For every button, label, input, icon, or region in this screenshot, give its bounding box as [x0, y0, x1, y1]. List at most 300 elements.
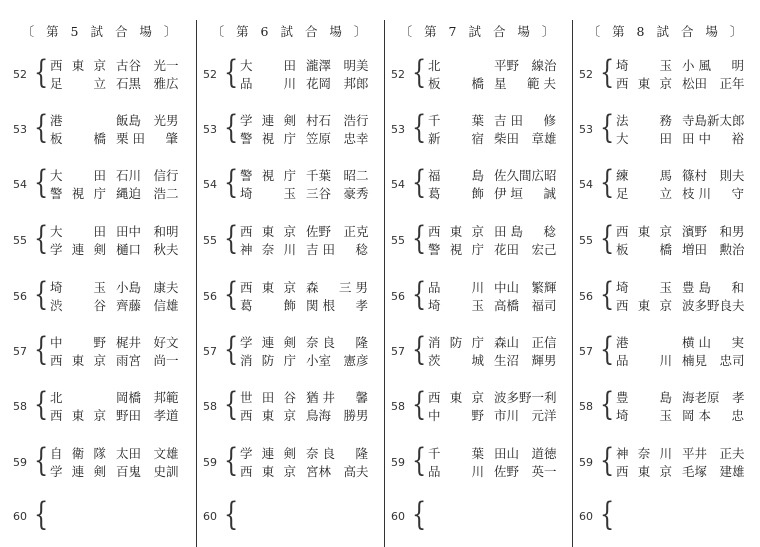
bracket-brace: {: [412, 441, 427, 479]
affiliation: 警視庁: [50, 186, 106, 201]
affiliation: 板 橋: [616, 242, 672, 257]
competitor-line: [50, 76, 182, 92]
affiliation: 大 田: [240, 58, 296, 73]
competitor-line: [50, 224, 182, 240]
affiliation: 港: [616, 335, 629, 350]
bout-entry: [8, 330, 194, 373]
bout-number: 55: [13, 234, 27, 247]
bout-entry: [8, 275, 194, 318]
affiliation: 港: [50, 113, 63, 128]
competitor-name: 小風 明: [682, 58, 744, 73]
competitor-line: [428, 58, 560, 74]
bout-number: 57: [579, 345, 593, 358]
bout-entry: [386, 330, 572, 373]
affiliation: 西東京: [240, 224, 296, 239]
competitor-name: 柴田 章雄: [494, 131, 557, 146]
competitor-line: [616, 224, 748, 240]
bout-entry: [574, 441, 760, 484]
competitor-name: 石川 信行: [116, 168, 179, 183]
bracket-brace: {: [34, 108, 49, 146]
competitor-name: 雨宮 尚一: [116, 353, 179, 368]
competitor-line: [428, 464, 560, 480]
competitor-line: [240, 353, 372, 369]
competitor-line: [240, 131, 372, 147]
competitor-name: 増田 勲治: [682, 242, 745, 257]
bout-number: 57: [13, 345, 27, 358]
affiliation: 西東京: [50, 408, 106, 423]
competitor-name: 横山 実: [682, 335, 744, 350]
bout-entry: [8, 163, 194, 206]
competitor-line: [50, 298, 182, 314]
competitor-name: 田中 和明: [116, 224, 179, 239]
bracket-brace: {: [412, 163, 427, 201]
affiliation: 足 立: [616, 186, 672, 201]
bout-number: 56: [13, 290, 27, 303]
bout-entry: [198, 219, 384, 262]
competitor-name: 栗田 肇: [116, 131, 178, 146]
affiliation: 学連剣: [50, 464, 106, 479]
bout-number: 60: [13, 510, 27, 523]
competitor-line: [428, 242, 560, 258]
bracket-brace: {: [600, 441, 615, 479]
bracket-brace: {: [224, 53, 239, 91]
affiliation: 板 橋: [428, 76, 484, 91]
competitor-name: 樋口 秋夫: [116, 242, 179, 257]
competitor-line: [240, 113, 372, 129]
competitor-name: 市川 元洋: [494, 408, 557, 423]
affiliation: 西東京: [616, 298, 672, 313]
affiliation: 埼 玉: [240, 186, 296, 201]
competitor-name: 平井 正夫: [682, 446, 745, 461]
bout-number: 56: [579, 290, 593, 303]
bout-number: 52: [391, 68, 405, 81]
bracket-brace: {: [412, 385, 427, 423]
bout-number: 54: [579, 178, 593, 191]
competitor-name: 中山 繁輝: [494, 280, 557, 295]
bout-number: 52: [13, 68, 27, 81]
competitor-line: [240, 168, 372, 184]
affiliation: 西東京: [428, 224, 484, 239]
competitor-line: [616, 242, 748, 258]
competitor-name: 寺島新太郎: [682, 113, 745, 128]
competitor-name: 毛塚 建雄: [682, 464, 745, 479]
competitor-line: [50, 168, 182, 184]
competitor-line: [50, 186, 182, 202]
bracket-brace: {: [600, 108, 615, 146]
competitor-name: 濱野 和男: [682, 224, 745, 239]
affiliation: 西東京: [50, 353, 106, 368]
bracket-brace: {: [600, 495, 615, 533]
competitor-line: [616, 280, 748, 296]
competitor-line: [428, 390, 560, 406]
competitor-name: 吉田 修: [494, 113, 556, 128]
affiliation: 北: [428, 58, 441, 73]
column-divider: [196, 20, 197, 547]
competitor-line: [240, 408, 372, 424]
competitor-name: 岡橋 邦範: [116, 390, 179, 405]
competitor-line: [428, 224, 560, 240]
bout-entry: [8, 108, 194, 151]
bout-entry: [8, 219, 194, 262]
bout-entry: [198, 275, 384, 318]
bracket-brace: {: [34, 163, 49, 201]
bout-number: 54: [203, 178, 217, 191]
competitor-line: [50, 446, 182, 462]
competitor-name: 石黒 雅広: [116, 76, 179, 91]
competitor-line: [616, 335, 748, 351]
affiliation: 大 田: [50, 224, 106, 239]
affiliation: 警視庁: [240, 131, 296, 146]
bout-entry: [198, 441, 384, 484]
bout-entry: [8, 441, 194, 484]
competitor-line: [616, 131, 748, 147]
competitor-line: [616, 186, 748, 202]
competitor-line: [616, 446, 748, 462]
bracket-brace: {: [412, 219, 427, 257]
competitor-line: [50, 353, 182, 369]
affiliation: 埼 玉: [616, 408, 672, 423]
affiliation: 西東京: [240, 408, 296, 423]
competitor-name: 梶井 好文: [116, 335, 179, 350]
court-column-3: [386, 0, 572, 547]
competitor-line: [50, 408, 182, 424]
bracket-brace: {: [412, 108, 427, 146]
affiliation: 葛 飾: [428, 186, 484, 201]
bout-entry: [198, 385, 384, 428]
affiliation: 西東京: [240, 464, 296, 479]
affiliation: 西東京: [50, 58, 106, 73]
bracket-brace: {: [34, 495, 49, 533]
bracket-brace: {: [600, 330, 615, 368]
competitor-name: 花岡 邦郎: [306, 76, 369, 91]
competitor-name: 関根 孝: [306, 298, 368, 313]
bracket-brace: {: [34, 275, 49, 313]
competitor-line: [616, 58, 748, 74]
bracket-brace: {: [412, 53, 427, 91]
competitor-line: [616, 408, 748, 424]
competitor-line: [428, 335, 560, 351]
bracket-brace: {: [224, 275, 239, 313]
competitor-line: [50, 242, 182, 258]
competitor-name: 松田 正年: [682, 76, 745, 91]
court-column-4: [574, 0, 760, 547]
bracket-brace: {: [600, 219, 615, 257]
affiliation: 北: [50, 390, 63, 405]
bout-number: 59: [579, 456, 593, 469]
bracket-brace: {: [600, 385, 615, 423]
affiliation: 足 立: [50, 76, 106, 91]
bout-number: 55: [579, 234, 593, 247]
bout-entry: [386, 385, 572, 428]
bout-entry: [8, 495, 194, 538]
competitor-line: [50, 464, 182, 480]
affiliation: 警視庁: [240, 168, 296, 183]
competitor-line: [50, 131, 182, 147]
competitor-line: [240, 186, 372, 202]
competitor-line: [428, 298, 560, 314]
affiliation: 西東京: [240, 280, 296, 295]
competitor-name: 太田 文雄: [116, 446, 179, 461]
bracket-brace: {: [34, 441, 49, 479]
competitor-name: 鳥海 勝男: [306, 408, 369, 423]
competitor-name: 花田 宏己: [494, 242, 557, 257]
bout-entry: [198, 330, 384, 373]
affiliation: 消防庁: [428, 335, 484, 350]
competitor-line: [616, 353, 748, 369]
competitor-name: 波多野良夫: [682, 298, 745, 313]
competitor-name: 田山 道徳: [494, 446, 557, 461]
competitor-line: [240, 280, 372, 296]
competitor-name: 生沼 輝男: [494, 353, 557, 368]
competitor-line: [240, 390, 372, 406]
bout-entry: [198, 53, 384, 96]
affiliation: 西東京: [616, 464, 672, 479]
court-title: 〔 第 5 試 合 場 〕: [21, 24, 181, 39]
bout-entry: [574, 163, 760, 206]
bracket-brace: {: [412, 275, 427, 313]
competitor-name: 小島 康夫: [116, 280, 179, 295]
bout-entry: [574, 219, 760, 262]
bracket-brace: {: [34, 330, 49, 368]
competitor-name: 海老原 孝: [682, 390, 745, 405]
bout-entry: [8, 53, 194, 96]
affiliation: 新 宿: [428, 131, 484, 146]
competitor-name: 三谷 豪秀: [306, 186, 369, 201]
column-divider: [384, 20, 385, 547]
affiliation: 警視庁: [428, 242, 484, 257]
bout-number: 52: [579, 68, 593, 81]
bout-entry: [386, 53, 572, 96]
bout-number: 53: [13, 123, 27, 136]
competitor-name: 篠村 則夫: [682, 168, 745, 183]
bout-number: 60: [391, 510, 405, 523]
affiliation: 大 田: [50, 168, 106, 183]
bout-number: 59: [391, 456, 405, 469]
competitor-name: 枝川 守: [682, 186, 744, 201]
competitor-line: [50, 335, 182, 351]
bout-number: 54: [13, 178, 27, 191]
competitor-line: [240, 464, 372, 480]
competitor-name: 瀧澤 明美: [306, 58, 369, 73]
affiliation: 渋 谷: [50, 298, 106, 313]
affiliation: 法 務: [616, 113, 672, 128]
bout-entry: [198, 163, 384, 206]
affiliation: 千 葉: [428, 446, 484, 461]
bout-number: 60: [203, 510, 217, 523]
bout-number: 55: [203, 234, 217, 247]
competitor-line: [240, 298, 372, 314]
competitor-line: [50, 58, 182, 74]
competitor-name: 佐野 正克: [306, 224, 369, 239]
competitor-line: [616, 76, 748, 92]
competitor-name: 佐野 英一: [494, 464, 557, 479]
affiliation: 消防庁: [240, 353, 296, 368]
competitor-line: [428, 280, 560, 296]
competitor-name: 豊島 和: [682, 280, 744, 295]
court-column-2: [198, 0, 384, 547]
bout-number: 56: [391, 290, 405, 303]
competitor-line: [428, 353, 560, 369]
competitor-line: [50, 280, 182, 296]
affiliation: 学連剣: [240, 446, 296, 461]
competitor-line: [428, 113, 560, 129]
bracket-brace: {: [224, 385, 239, 423]
bout-number: 54: [391, 178, 405, 191]
competitor-name: 平野 線治: [494, 58, 557, 73]
affiliation: 西東京: [616, 224, 672, 239]
affiliation: 品 川: [428, 280, 484, 295]
affiliation: 埼 玉: [50, 280, 106, 295]
competitor-name: 高橋 福司: [494, 298, 557, 313]
competitor-name: 田島 稔: [494, 224, 556, 239]
bout-number: 58: [203, 400, 217, 413]
bout-entry: [386, 275, 572, 318]
bout-number: 53: [579, 123, 593, 136]
affiliation: 自衛隊: [50, 446, 106, 461]
bracket-brace: {: [224, 163, 239, 201]
affiliation: 学連剣: [50, 242, 106, 257]
bout-number: 57: [391, 345, 405, 358]
competitor-name: 宮林 高夫: [306, 464, 369, 479]
affiliation: 練 馬: [616, 168, 672, 183]
affiliation: 福 島: [428, 168, 484, 183]
affiliation: 神奈川: [240, 242, 296, 257]
competitor-name: 森 三男: [306, 280, 368, 295]
bout-number: 55: [391, 234, 405, 247]
competitor-line: [240, 335, 372, 351]
competitor-line: [616, 298, 748, 314]
bout-number: 58: [579, 400, 593, 413]
competitor-line: [50, 390, 182, 406]
bout-number: 53: [391, 123, 405, 136]
competitor-line: [428, 131, 560, 147]
bracket-brace: {: [224, 108, 239, 146]
competitor-name: 奈良 隆: [306, 446, 368, 461]
bout-number: 56: [203, 290, 217, 303]
bout-entry: [386, 163, 572, 206]
competitor-name: 田中 裕: [682, 131, 744, 146]
competitor-name: 岡本 忠: [682, 408, 744, 423]
competitor-name: 奈良 隆: [306, 335, 368, 350]
competitor-name: 古谷 光一: [116, 58, 179, 73]
affiliation: 茨 城: [428, 353, 484, 368]
competitor-line: [428, 446, 560, 462]
competitor-line: [428, 76, 560, 92]
bracket-brace: {: [224, 441, 239, 479]
bout-entry: [574, 108, 760, 151]
bracket-brace: {: [224, 495, 239, 533]
competitor-name: 齊藤 信雄: [116, 298, 179, 313]
bracket-brace: {: [600, 275, 615, 313]
competitor-name: 千葉 昭二: [306, 168, 369, 183]
bout-entry: [198, 108, 384, 151]
competitor-line: [240, 58, 372, 74]
bracket-brace: {: [412, 330, 427, 368]
bout-number: 60: [579, 510, 593, 523]
competitor-line: [428, 168, 560, 184]
affiliation: 板 橋: [50, 131, 106, 146]
bracket-brace: {: [34, 219, 49, 257]
bout-number: 59: [203, 456, 217, 469]
competitor-line: [240, 242, 372, 258]
bout-number: 59: [13, 456, 27, 469]
competitor-name: 楠見 忠司: [682, 353, 745, 368]
column-divider: [572, 20, 573, 547]
bracket-brace: {: [224, 219, 239, 257]
bout-number: 58: [13, 400, 27, 413]
competitor-line: [240, 446, 372, 462]
bout-entry: [574, 53, 760, 96]
bracket-brace: {: [600, 53, 615, 91]
bout-entry: [574, 330, 760, 373]
competitor-name: 野田 孝道: [116, 408, 179, 423]
affiliation: 品 川: [428, 464, 484, 479]
bracket-brace: {: [224, 330, 239, 368]
competitor-name: 星 範夫: [494, 76, 556, 91]
affiliation: 西東京: [428, 390, 484, 405]
competitor-name: 百鬼 史訓: [116, 464, 179, 479]
affiliation: 千 葉: [428, 113, 484, 128]
court-title: 〔 第 7 試 合 場 〕: [399, 24, 559, 39]
competitor-name: 佐久間広昭: [494, 168, 557, 183]
bout-entry: [574, 495, 760, 538]
bracket-brace: {: [600, 163, 615, 201]
bout-number: 53: [203, 123, 217, 136]
competitor-name: 縄迫 浩二: [116, 186, 179, 201]
affiliation: 品 川: [240, 76, 296, 91]
affiliation: 学連剣: [240, 335, 296, 350]
competitor-line: [616, 168, 748, 184]
affiliation: 大 田: [616, 131, 672, 146]
bout-entry: [386, 441, 572, 484]
competitor-line: [240, 76, 372, 92]
competitor-line: [240, 224, 372, 240]
court-column-1: [8, 0, 194, 547]
competitor-name: 猶井 馨: [306, 390, 368, 405]
bout-number: 52: [203, 68, 217, 81]
bout-entry: [386, 108, 572, 151]
bracket-brace: {: [412, 495, 427, 533]
competitor-line: [428, 408, 560, 424]
bracket-brace: {: [34, 53, 49, 91]
competitor-line: [616, 390, 748, 406]
competitor-line: [616, 113, 748, 129]
bout-entry: [8, 385, 194, 428]
bout-number: 58: [391, 400, 405, 413]
competitor-name: 波多野一利: [494, 390, 557, 405]
competitor-name: 伊垣 誠: [494, 186, 556, 201]
affiliation: 中 野: [428, 408, 484, 423]
competitor-name: 笠原 忠幸: [306, 131, 369, 146]
affiliation: 埼 玉: [616, 58, 672, 73]
competitor-name: 吉田 稔: [306, 242, 368, 257]
bout-entry: [386, 219, 572, 262]
bout-entry: [198, 495, 384, 538]
affiliation: 埼 玉: [616, 280, 672, 295]
competitor-line: [50, 113, 182, 129]
affiliation: 品 川: [616, 353, 672, 368]
affiliation: 豊 島: [616, 390, 672, 405]
affiliation: 埼 玉: [428, 298, 484, 313]
competitor-line: [428, 186, 560, 202]
court-title: 〔 第 8 試 合 場 〕: [587, 24, 747, 39]
affiliation: 葛 飾: [240, 298, 296, 313]
court-title: 〔 第 6 試 合 場 〕: [211, 24, 371, 39]
bout-entry: [574, 275, 760, 318]
competitor-name: 村石 浩行: [306, 113, 369, 128]
bout-entry: [574, 385, 760, 428]
bout-number: 57: [203, 345, 217, 358]
